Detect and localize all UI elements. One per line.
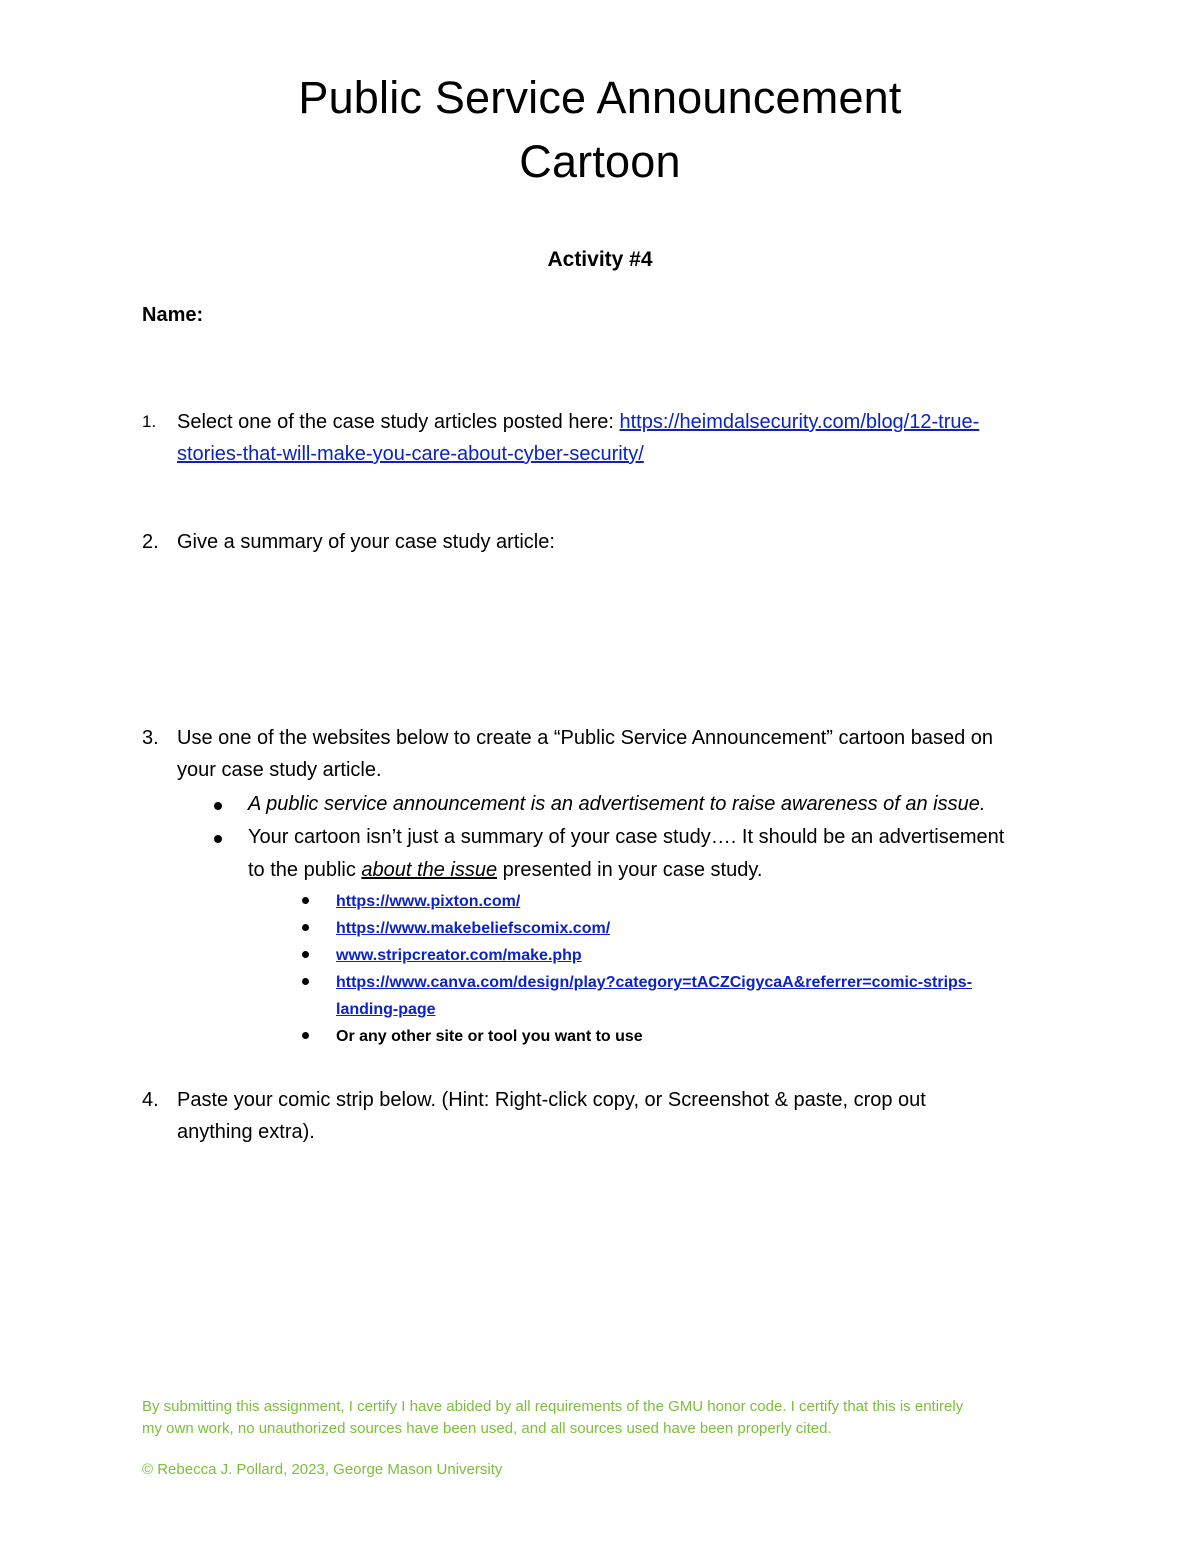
honor-code-statement bbox=[142, 1396, 1062, 1440]
cartoon-instruction-line-2-after: presented in your case study. bbox=[497, 859, 763, 881]
cartoon-site-list bbox=[300, 888, 1060, 1050]
page-title bbox=[0, 66, 1200, 194]
bullet-icon bbox=[302, 951, 309, 958]
activity-heading: Activity #4 bbox=[547, 248, 653, 271]
other-site-note: Or any other site or tool you want to use bbox=[336, 1028, 643, 1045]
question-4-line-2: anything extra). bbox=[177, 1121, 315, 1143]
cartoon-instruction-emphasis: about the issue bbox=[361, 859, 498, 881]
canva-link[interactable] bbox=[336, 974, 972, 1018]
honor-code-line-2: my own work, no unauthorized sources have been used, and all sources used have been properly cited. bbox=[142, 1420, 832, 1437]
list-item bbox=[300, 1023, 1060, 1050]
question-text bbox=[177, 406, 1067, 470]
case-study-link-line-2: stories-that-will-make-you-care-about-cyber-security/ bbox=[177, 443, 644, 465]
psa-definition: A public service announcement is an advertisement to raise awareness of an issue. bbox=[248, 793, 986, 815]
name-label: Name: bbox=[142, 304, 204, 326]
case-study-link-line-1: https://heimdalsecurity.com/blog/12-true- bbox=[619, 411, 980, 433]
pixton-link[interactable]: https://www.pixton.com/ bbox=[336, 893, 521, 910]
canva-link-line-2: landing-page bbox=[336, 1001, 436, 1018]
list-item bbox=[300, 888, 1060, 915]
title-line-2: Cartoon bbox=[519, 136, 681, 187]
question-number: 3. bbox=[142, 727, 159, 749]
bullet-icon bbox=[214, 835, 222, 843]
question-4-text bbox=[177, 1084, 1067, 1148]
cartoon-instruction-line-2-before: to the public bbox=[248, 859, 362, 881]
bullet-icon bbox=[302, 924, 309, 931]
makebeliefscomix-link[interactable]: https://www.makebeliefscomix.com/ bbox=[336, 920, 611, 937]
question-3-line-1: Use one of the websites below to create a “Public Service Announcement” cartoon based on bbox=[177, 727, 994, 749]
question-3-bullets bbox=[212, 788, 1092, 887]
canva-link-line-1: https://www.canva.com/design/play?category=tACZCigycaA&referrer=comic-strips- bbox=[336, 974, 973, 991]
question-number: 1. bbox=[142, 412, 157, 431]
honor-code-line-1: By submitting this assignment, I certify I have abided by all requirements of the GMU honor code. I certify that this is entirely bbox=[142, 1398, 964, 1415]
question-number: 4. bbox=[142, 1089, 159, 1111]
list-item bbox=[300, 969, 1060, 1023]
list-item bbox=[300, 915, 1060, 942]
question-3-line-2: your case study article. bbox=[177, 759, 382, 781]
question-1-text: Select one of the case study articles posted here: bbox=[177, 411, 620, 433]
list-item bbox=[300, 942, 1060, 969]
title-line-1: Public Service Announcement bbox=[298, 72, 902, 123]
bullet-icon bbox=[214, 802, 222, 810]
question-2-text: Give a summary of your case study article: bbox=[177, 531, 555, 553]
question-3-text bbox=[177, 722, 1067, 786]
bullet-icon bbox=[302, 897, 309, 904]
bullet-icon bbox=[302, 978, 309, 985]
copyright-notice: © Rebecca J. Pollard, 2023, George Mason University bbox=[142, 1461, 503, 1478]
cartoon-instruction-line-1: Your cartoon isn’t just a summary of your case study…. It should be an advertisement bbox=[248, 826, 1005, 848]
question-4-line-1: Paste your comic strip below. (Hint: Right-click copy, or Screenshot & paste, crop out bbox=[177, 1089, 926, 1111]
list-item bbox=[212, 821, 1092, 887]
list-item bbox=[212, 788, 1092, 821]
stripcreator-link[interactable]: www.stripcreator.com/make.php bbox=[336, 947, 582, 964]
bullet-icon bbox=[302, 1032, 309, 1039]
question-number: 2. bbox=[142, 531, 159, 553]
